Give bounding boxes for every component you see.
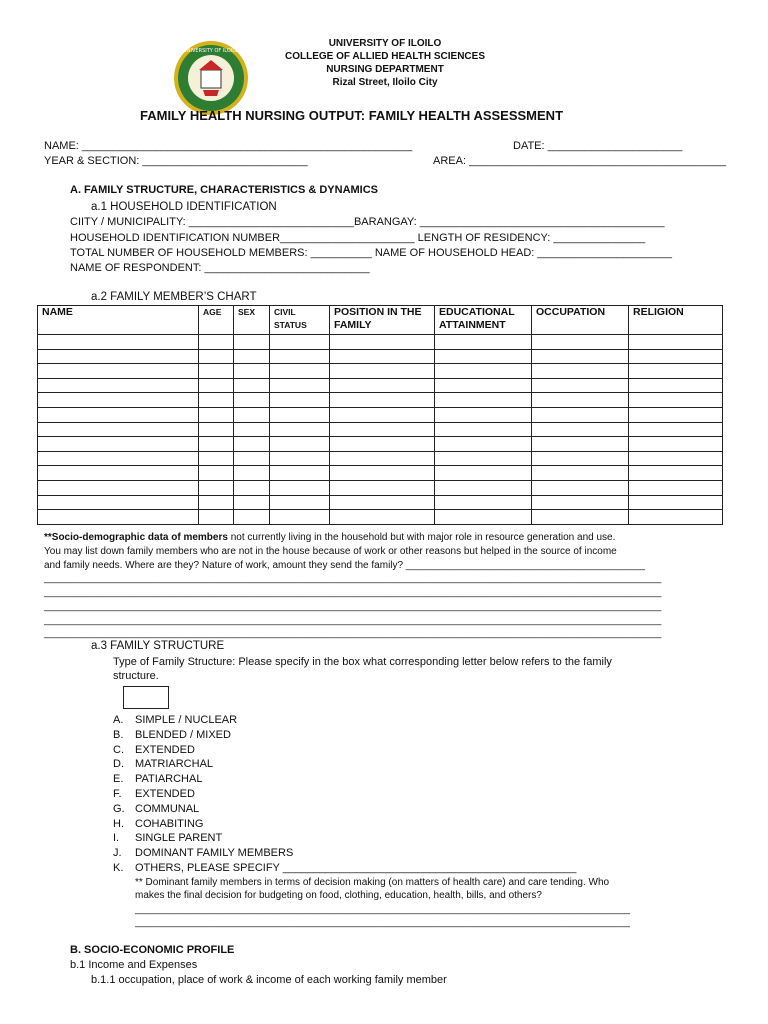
table-cell[interactable] bbox=[532, 335, 629, 350]
list-item-text: COMMUNAL bbox=[135, 802, 200, 815]
family-structure-answer-box[interactable] bbox=[123, 686, 169, 709]
table-cell[interactable] bbox=[629, 451, 723, 466]
name-field[interactable]: NAME: ______________________________________________________ bbox=[44, 140, 413, 152]
list-item-text: EXTENDED bbox=[135, 787, 195, 800]
list-item-letter: H. bbox=[113, 817, 124, 830]
table-cell[interactable] bbox=[199, 349, 234, 364]
list-item bbox=[113, 772, 576, 787]
table-cell[interactable] bbox=[532, 422, 629, 437]
list-item-letter: E. bbox=[113, 773, 124, 786]
table-cell[interactable] bbox=[234, 335, 270, 350]
dominant-blank-line[interactable]: _________________________________________________________________________________________ bbox=[135, 904, 630, 915]
list-item bbox=[113, 757, 576, 772]
department-name: NURSING DEPARTMENT bbox=[326, 64, 444, 75]
table-cell[interactable] bbox=[234, 393, 270, 408]
section-a-heading: A. FAMILY STRUCTURE, CHARACTERISTICS & DYNAMICS bbox=[70, 184, 379, 196]
list-item bbox=[113, 713, 576, 728]
list-item-letter: I. bbox=[113, 832, 120, 845]
table-cell[interactable] bbox=[330, 495, 435, 510]
col-education: EDUCATIONAL ATTAINMENT bbox=[435, 306, 532, 335]
list-item-text: OTHERS, PLEASE SPECIFY ________________________________________________ bbox=[135, 861, 577, 874]
table-cell[interactable] bbox=[330, 451, 435, 466]
table-cell[interactable] bbox=[435, 437, 532, 452]
table-cell[interactable] bbox=[38, 393, 199, 408]
table-cell[interactable] bbox=[629, 495, 723, 510]
table-cell[interactable] bbox=[270, 451, 330, 466]
table-cell[interactable] bbox=[330, 422, 435, 437]
table-cell[interactable] bbox=[270, 393, 330, 408]
socio-note-line2: You may list down family members who are not in the house because of work or other reasons but helped in the source of income bbox=[44, 546, 617, 557]
a3-heading: a.3 FAMILY STRUCTURE bbox=[91, 640, 225, 652]
table-cell[interactable] bbox=[38, 378, 199, 393]
table-cell[interactable] bbox=[234, 407, 270, 422]
table-cell[interactable] bbox=[199, 407, 234, 422]
list-item bbox=[113, 831, 576, 846]
a3-instruction: Type of Family Structure: Please specify in the box what corresponding letter below refers to the family bbox=[113, 656, 612, 668]
table-cell[interactable] bbox=[270, 378, 330, 393]
table-cell[interactable] bbox=[629, 364, 723, 379]
table-cell[interactable] bbox=[199, 378, 234, 393]
table-cell[interactable] bbox=[532, 451, 629, 466]
table-cell[interactable] bbox=[38, 335, 199, 350]
table-cell[interactable] bbox=[435, 495, 532, 510]
socio-blank-line[interactable]: _______________________________________________________________________________________________________________ bbox=[44, 573, 662, 584]
list-item-letter: J. bbox=[113, 847, 122, 860]
table-cell[interactable] bbox=[270, 480, 330, 495]
table-cell[interactable] bbox=[330, 393, 435, 408]
col-occupation: OCCUPATION bbox=[532, 306, 629, 335]
form-title: FAMILY HEALTH NURSING OUTPUT: FAMILY HEALTH ASSESSMENT bbox=[140, 108, 564, 123]
table-cell[interactable] bbox=[270, 335, 330, 350]
table-cell[interactable] bbox=[629, 407, 723, 422]
table-cell[interactable] bbox=[270, 349, 330, 364]
table-cell[interactable] bbox=[532, 349, 629, 364]
table-cell[interactable] bbox=[38, 407, 199, 422]
list-item-letter: A. bbox=[113, 714, 124, 726]
table-cell[interactable] bbox=[435, 510, 532, 525]
list-item-text: COHABITING bbox=[135, 817, 204, 830]
dominant-note-line2: makes the final decision for budgeting on food, clothing, education, health, bills, and others? bbox=[135, 890, 542, 901]
table-row bbox=[38, 510, 723, 525]
table-row bbox=[38, 364, 723, 379]
address: Rizal Street, Iloilo City bbox=[332, 77, 438, 88]
table-cell[interactable] bbox=[234, 378, 270, 393]
table-cell[interactable] bbox=[199, 480, 234, 495]
table-cell[interactable] bbox=[270, 495, 330, 510]
table-cell[interactable] bbox=[330, 335, 435, 350]
area-field[interactable]: AREA: __________________________________________ bbox=[433, 155, 727, 167]
table-cell[interactable] bbox=[532, 437, 629, 452]
list-item-text: PATIARCHAL bbox=[135, 773, 203, 786]
household-id-field[interactable]: HOUSEHOLD IDENTIFICATION NUMBER______________________ LENGTH OF RESIDENCY: _______________ bbox=[70, 232, 646, 244]
table-cell[interactable] bbox=[270, 466, 330, 481]
table-cell[interactable] bbox=[330, 466, 435, 481]
family-member-chart bbox=[37, 305, 723, 525]
table-cell[interactable] bbox=[629, 378, 723, 393]
table-cell[interactable] bbox=[629, 393, 723, 408]
socio-note-bold: **Socio-demographic data of members bbox=[44, 532, 228, 543]
col-age: AGE bbox=[199, 306, 234, 335]
b11-heading: b.1.1 occupation, place of work & income of each working family member bbox=[91, 974, 447, 986]
table-cell[interactable] bbox=[435, 349, 532, 364]
b1-heading: b.1 Income and Expenses bbox=[70, 959, 198, 971]
table-cell[interactable] bbox=[38, 480, 199, 495]
table-cell[interactable] bbox=[629, 437, 723, 452]
socio-blank-line[interactable]: _______________________________________________________________________________________________________________ bbox=[44, 628, 662, 639]
table-cell[interactable] bbox=[270, 422, 330, 437]
table-cell[interactable] bbox=[435, 407, 532, 422]
table-cell[interactable] bbox=[38, 466, 199, 481]
university-name: UNIVERSITY OF ILOILO bbox=[328, 38, 442, 49]
table-cell[interactable] bbox=[199, 437, 234, 452]
table-row bbox=[38, 495, 723, 510]
table-cell[interactable] bbox=[435, 364, 532, 379]
table-cell[interactable] bbox=[435, 466, 532, 481]
table-cell[interactable] bbox=[532, 510, 629, 525]
city-barangay-field[interactable]: CIITY / MUNICIPALITY: ___________________________BARANGAY: ________________________________________ bbox=[70, 216, 665, 228]
list-item-text: SINGLE PARENT bbox=[135, 832, 223, 845]
date-field[interactable]: DATE: ______________________ bbox=[513, 140, 683, 152]
table-cell[interactable] bbox=[234, 510, 270, 525]
table-cell[interactable] bbox=[38, 510, 199, 525]
table-row bbox=[38, 422, 723, 437]
list-item-text: DOMINANT FAMILY MEMBERS bbox=[135, 847, 294, 860]
table-cell[interactable] bbox=[532, 364, 629, 379]
table-row bbox=[38, 393, 723, 408]
table-cell[interactable] bbox=[330, 437, 435, 452]
table-cell[interactable] bbox=[234, 480, 270, 495]
table-cell[interactable] bbox=[629, 466, 723, 481]
dominant-blank-line[interactable]: _________________________________________________________________________________________ bbox=[135, 917, 630, 928]
table-cell[interactable] bbox=[38, 495, 199, 510]
table-cell[interactable] bbox=[532, 407, 629, 422]
table-cell[interactable] bbox=[629, 349, 723, 364]
list-item-letter: F. bbox=[113, 787, 122, 800]
table-cell[interactable] bbox=[532, 480, 629, 495]
list-item-text: MATRIARCHAL bbox=[135, 758, 214, 771]
college-name: COLLEGE OF ALLIED HEALTH SCIENCES bbox=[284, 51, 485, 62]
table-cell[interactable] bbox=[330, 480, 435, 495]
table-cell[interactable] bbox=[435, 335, 532, 350]
year-section-field[interactable]: YEAR & SECTION: ___________________________ bbox=[44, 155, 308, 167]
respondent-field[interactable]: NAME OF RESPONDENT: ___________________________ bbox=[70, 262, 370, 274]
list-item-text: EXTENDED bbox=[135, 743, 195, 756]
list-item bbox=[113, 743, 576, 758]
a1-heading: a.1 HOUSEHOLD IDENTIFICATION bbox=[91, 201, 277, 213]
socio-blank-line[interactable]: _______________________________________________________________________________________________________________ bbox=[44, 601, 662, 612]
table-cell[interactable] bbox=[532, 466, 629, 481]
svg-text:UNIVERSITY OF ILOILO: UNIVERSITY OF ILOILO bbox=[183, 48, 239, 54]
table-cell[interactable] bbox=[199, 495, 234, 510]
table-cell[interactable] bbox=[435, 422, 532, 437]
list-item bbox=[113, 817, 576, 832]
section-b-heading: B. SOCIO-ECONOMIC PROFILE bbox=[70, 944, 235, 956]
list-item-text: BLENDED / MIXED bbox=[135, 728, 231, 741]
table-row bbox=[38, 437, 723, 452]
table-cell[interactable] bbox=[38, 349, 199, 364]
table-cell[interactable] bbox=[38, 451, 199, 466]
family-structure-list bbox=[113, 713, 576, 876]
table-cell[interactable] bbox=[234, 422, 270, 437]
list-item bbox=[113, 728, 576, 743]
table-cell[interactable] bbox=[234, 451, 270, 466]
dominant-note-line1: ** Dominant family members in terms of decision making (on matters of health care) and care tending. Who bbox=[135, 877, 610, 888]
col-civil-status: CIVIL STATUS bbox=[270, 306, 330, 335]
list-item-text: SIMPLE / NUCLEAR bbox=[135, 714, 238, 726]
list-item bbox=[113, 846, 576, 861]
table-cell[interactable] bbox=[435, 451, 532, 466]
table-cell[interactable] bbox=[330, 364, 435, 379]
col-religion: RELIGION bbox=[629, 306, 723, 335]
a2-heading: a.2 FAMILY MEMBER’S CHART bbox=[91, 291, 257, 303]
table-cell[interactable] bbox=[270, 407, 330, 422]
socio-blank-line[interactable]: _______________________________________________________________________________________________________________ bbox=[44, 615, 662, 626]
table-cell[interactable] bbox=[532, 495, 629, 510]
col-position: POSITION IN THE FAMILY bbox=[330, 306, 435, 335]
table-cell[interactable] bbox=[199, 466, 234, 481]
table-cell[interactable] bbox=[38, 364, 199, 379]
list-item-letter: C. bbox=[113, 743, 124, 756]
table-cell[interactable] bbox=[532, 393, 629, 408]
table-cell[interactable] bbox=[199, 510, 234, 525]
socio-note-line1 bbox=[44, 532, 615, 543]
socio-blank-line[interactable]: _______________________________________________________________________________________________________________ bbox=[44, 587, 662, 598]
table-cell[interactable] bbox=[270, 437, 330, 452]
table-row bbox=[38, 466, 723, 481]
household-members-field[interactable]: TOTAL NUMBER OF HOUSEHOLD MEMBERS: __________ NAME OF HOUSEHOLD HEAD: ______________________ bbox=[70, 247, 673, 259]
list-item bbox=[113, 802, 576, 817]
table-cell[interactable] bbox=[629, 422, 723, 437]
table-cell[interactable] bbox=[199, 393, 234, 408]
table-cell[interactable] bbox=[270, 510, 330, 525]
socio-note-line3[interactable]: and family needs. Where are they? Nature of work, amount they send the family? ___________________________________________ bbox=[44, 560, 645, 571]
table-cell[interactable] bbox=[199, 422, 234, 437]
table-row bbox=[38, 378, 723, 393]
table-cell[interactable] bbox=[330, 510, 435, 525]
list-item bbox=[113, 861, 576, 876]
table-cell[interactable] bbox=[199, 364, 234, 379]
table-cell[interactable] bbox=[532, 378, 629, 393]
table-row bbox=[38, 335, 723, 350]
table-cell[interactable] bbox=[270, 364, 330, 379]
table-cell[interactable] bbox=[435, 393, 532, 408]
list-item-letter: B. bbox=[113, 728, 124, 741]
table-cell[interactable] bbox=[199, 451, 234, 466]
list-item-letter: G. bbox=[113, 802, 125, 815]
table-cell[interactable] bbox=[234, 495, 270, 510]
table-row bbox=[38, 451, 723, 466]
table-cell[interactable] bbox=[234, 437, 270, 452]
table-row bbox=[38, 480, 723, 495]
list-item-letter: D. bbox=[113, 758, 124, 771]
table-cell[interactable] bbox=[330, 407, 435, 422]
table-cell[interactable] bbox=[234, 349, 270, 364]
table-row bbox=[38, 407, 723, 422]
col-sex: SEX bbox=[234, 306, 270, 335]
table-cell[interactable] bbox=[38, 437, 199, 452]
table-cell[interactable] bbox=[330, 349, 435, 364]
table-cell[interactable] bbox=[629, 480, 723, 495]
table-cell[interactable] bbox=[199, 335, 234, 350]
table-cell[interactable] bbox=[234, 466, 270, 481]
table-cell[interactable] bbox=[629, 335, 723, 350]
list-item bbox=[113, 787, 576, 802]
list-item-letter: K. bbox=[113, 861, 124, 874]
table-cell[interactable] bbox=[435, 480, 532, 495]
a3-instruction-cont: structure. bbox=[113, 670, 159, 682]
table-cell[interactable] bbox=[435, 378, 532, 393]
table-cell[interactable] bbox=[330, 378, 435, 393]
table-row bbox=[38, 349, 723, 364]
col-name: NAME bbox=[38, 306, 199, 335]
table-cell[interactable] bbox=[38, 422, 199, 437]
table-cell[interactable] bbox=[234, 364, 270, 379]
socio-note-rest: not currently living in the household but with major role in resource generation and use. bbox=[227, 532, 616, 543]
table-cell[interactable] bbox=[629, 510, 723, 525]
